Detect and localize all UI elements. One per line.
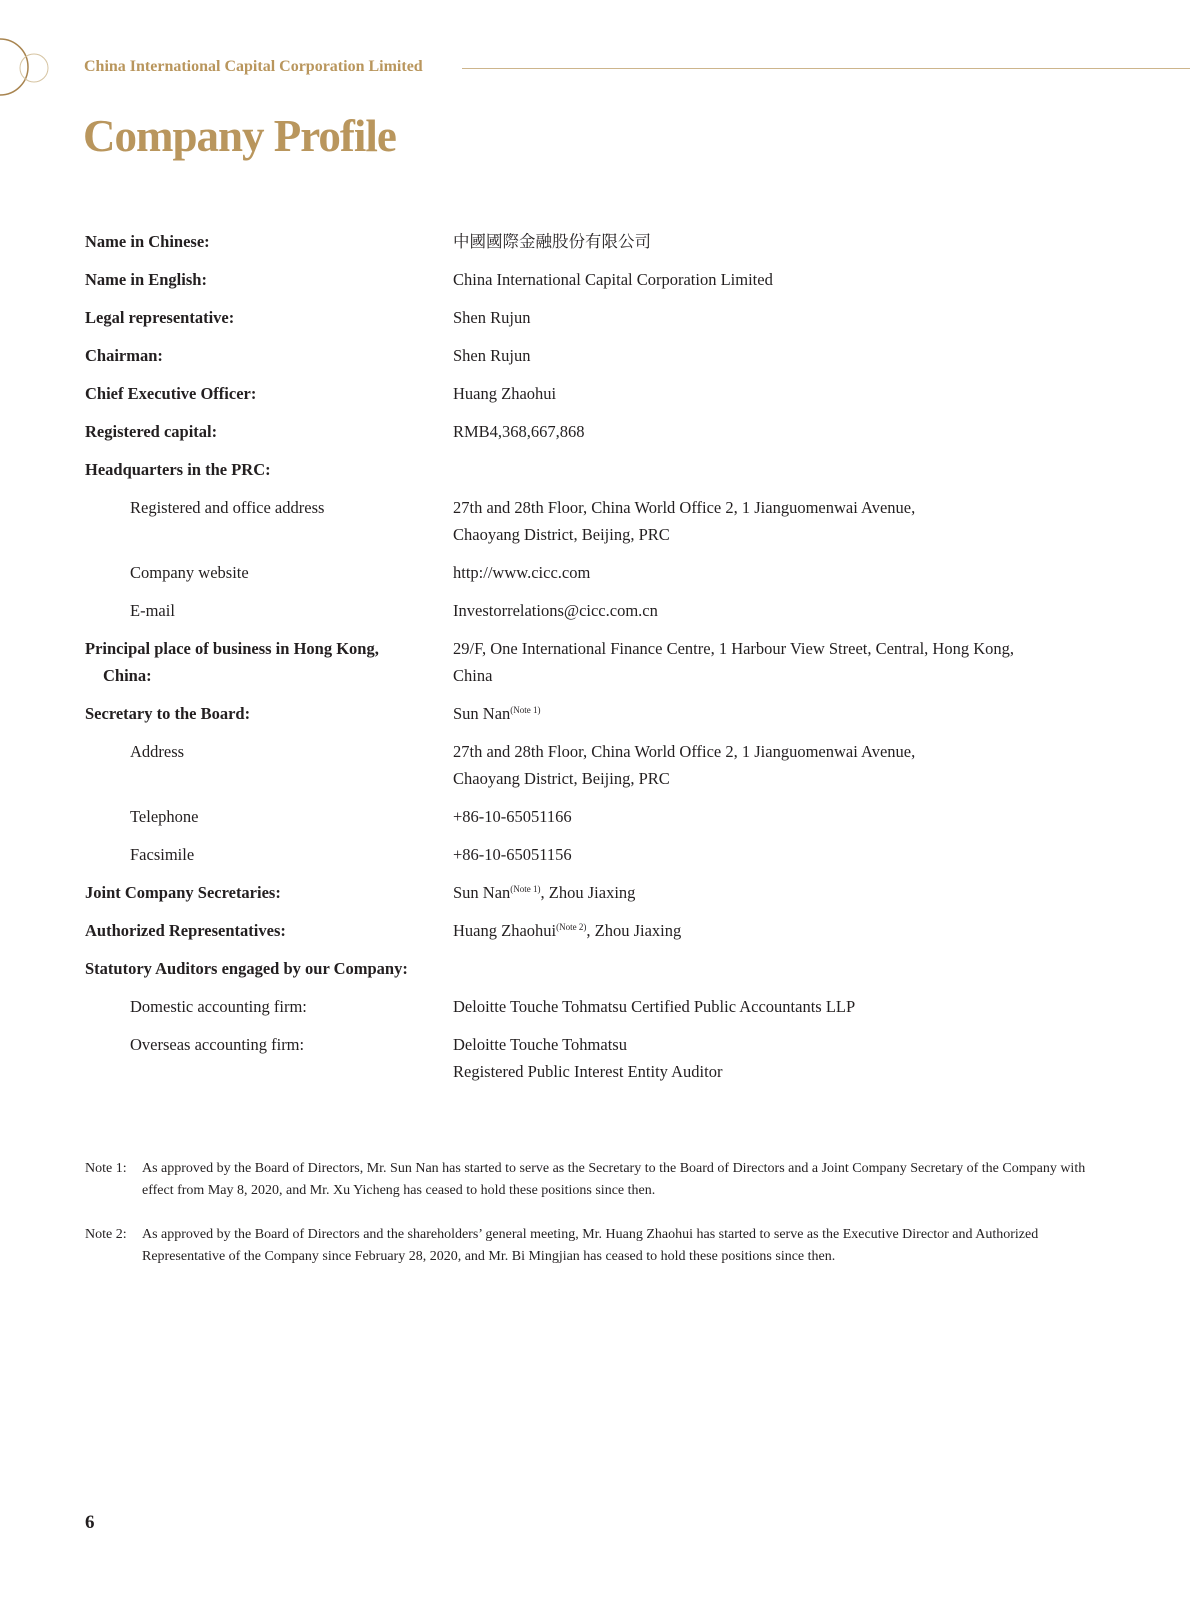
note-reference: (Note 2) bbox=[556, 922, 587, 932]
profile-row bbox=[85, 380, 1125, 418]
row-label bbox=[85, 955, 453, 982]
row-value bbox=[453, 1031, 1125, 1085]
profile-row bbox=[85, 917, 1125, 955]
label-text: Address bbox=[130, 742, 185, 761]
profile-row bbox=[85, 559, 1125, 597]
note-reference: (Note 1) bbox=[510, 884, 541, 894]
profile-row bbox=[85, 418, 1125, 456]
decorative-circles-icon bbox=[0, 0, 60, 110]
label-text: Statutory Auditors engaged by our Company: bbox=[85, 959, 408, 978]
footnotes bbox=[85, 1158, 1110, 1290]
profile-row bbox=[85, 342, 1125, 380]
row-value bbox=[453, 993, 1125, 1020]
value-text: Shen Rujun bbox=[453, 346, 531, 365]
profile-row bbox=[85, 993, 1125, 1031]
label-text: Company website bbox=[130, 563, 249, 582]
profile-row bbox=[85, 841, 1125, 879]
label-text: Domestic accounting firm: bbox=[130, 997, 307, 1016]
row-value bbox=[453, 456, 1125, 483]
footnote bbox=[85, 1158, 1110, 1202]
value-text: Sun Nan bbox=[453, 883, 511, 902]
row-label bbox=[85, 597, 453, 624]
row-label bbox=[85, 266, 453, 293]
row-value bbox=[453, 738, 1125, 792]
label-text: Chief Executive Officer: bbox=[85, 384, 257, 403]
profile-row bbox=[85, 955, 1125, 993]
value-text: Shen Rujun bbox=[453, 308, 531, 327]
row-value bbox=[453, 228, 1125, 255]
value-text: Investorrelations@cicc.com.cn bbox=[453, 601, 658, 620]
value-text: http://www.cicc.com bbox=[453, 563, 591, 582]
label-text: E-mail bbox=[130, 601, 175, 620]
footnote bbox=[85, 1224, 1110, 1268]
label-text: Secretary to the Board: bbox=[85, 704, 251, 723]
value-text: 中國國際金融股份有限公司 bbox=[453, 232, 651, 251]
label-text: Headquarters in the PRC: bbox=[85, 460, 271, 479]
value-text: 27th and 28th Floor, China World Office 2, 1 Jianguomenwai Avenue, bbox=[453, 498, 916, 517]
label-text: Overseas accounting firm: bbox=[130, 1035, 305, 1054]
profile-row bbox=[85, 597, 1125, 635]
label-text: Authorized Representatives: bbox=[85, 921, 286, 940]
profile-row bbox=[85, 635, 1125, 700]
row-value bbox=[453, 879, 1125, 906]
row-value bbox=[453, 803, 1125, 830]
row-label bbox=[85, 304, 453, 331]
row-label bbox=[85, 380, 453, 407]
row-value bbox=[453, 700, 1125, 727]
row-label bbox=[85, 879, 453, 906]
value-text: Huang Zhaohui bbox=[453, 921, 557, 940]
value-text: RMB4,368,667,868 bbox=[453, 422, 585, 441]
row-value bbox=[453, 266, 1125, 293]
profile-row bbox=[85, 1031, 1125, 1096]
value-text-line2: Chaoyang District, Beijing, PRC bbox=[453, 525, 670, 544]
page-number: 6 bbox=[85, 1512, 95, 1533]
row-label bbox=[85, 803, 453, 830]
row-label bbox=[85, 342, 453, 369]
value-text: Sun Nan bbox=[453, 704, 511, 723]
value-text-line2: Chaoyang District, Beijing, PRC bbox=[453, 769, 670, 788]
label-text: Telephone bbox=[130, 807, 199, 826]
value-text-line2: Registered Public Interest Entity Auditor bbox=[453, 1062, 723, 1081]
profile-row bbox=[85, 456, 1125, 494]
value-text: +86-10-65051156 bbox=[453, 845, 572, 864]
row-value bbox=[453, 917, 1125, 944]
profile-table bbox=[85, 228, 1125, 1096]
row-label bbox=[85, 494, 453, 548]
value-text: +86-10-65051166 bbox=[453, 807, 572, 826]
profile-row bbox=[85, 304, 1125, 342]
row-label bbox=[85, 228, 453, 255]
row-value bbox=[453, 955, 1125, 982]
value-text: 29/F, One International Finance Centre, 1 Harbour View Street, Central, Hong Kong, bbox=[453, 639, 1014, 658]
footnote-label: Note 2: bbox=[85, 1227, 127, 1242]
row-value bbox=[453, 304, 1125, 331]
row-value bbox=[453, 597, 1125, 624]
label-text: Chairman: bbox=[85, 346, 163, 365]
label-text: Name in English: bbox=[85, 270, 207, 289]
profile-row bbox=[85, 879, 1125, 917]
note-reference: (Note 1) bbox=[510, 705, 541, 715]
label-text: Legal representative: bbox=[85, 308, 235, 327]
label-text: Principal place of business in Hong Kong, bbox=[85, 639, 379, 658]
page-title: Company Profile bbox=[83, 111, 396, 161]
value-text: China International Capital Corporation Limited bbox=[453, 270, 773, 289]
row-value bbox=[453, 559, 1125, 586]
row-value bbox=[453, 635, 1125, 689]
value-text-line2: China bbox=[453, 666, 493, 685]
row-label bbox=[85, 559, 453, 586]
value-text: 27th and 28th Floor, China World Office 2, 1 Jianguomenwai Avenue, bbox=[453, 742, 916, 761]
footnote-text: As approved by the Board of Directors and the shareholders’ general meeting, Mr. Huang Zhaohui has started to serve as the Executive Director and Authorized Representative of the Company since February 28, 2020, and Mr. Bi Mingjian has ceased to hold these positions since then. bbox=[142, 1227, 1039, 1264]
header-rule bbox=[462, 68, 1190, 69]
row-value bbox=[453, 342, 1125, 369]
value-text: Deloitte Touche Tohmatsu Certified Public Accountants LLP bbox=[453, 997, 856, 1016]
label-text: Name in Chinese: bbox=[85, 232, 210, 251]
footnote-text: As approved by the Board of Directors, Mr. Sun Nan has started to serve as the Secretary to the Board of Directors and a Joint Company Secretary of the Company with effect from May 8, 2020, and Mr. Xu Yicheng has ceased to hold these positions since then. bbox=[142, 1161, 1086, 1198]
footnote-label: Note 1: bbox=[85, 1161, 127, 1176]
profile-row bbox=[85, 803, 1125, 841]
profile-row bbox=[85, 228, 1125, 266]
value-text: Huang Zhaohui bbox=[453, 384, 557, 403]
row-label bbox=[85, 700, 453, 727]
profile-row bbox=[85, 266, 1125, 304]
row-label bbox=[85, 738, 453, 792]
label-text: Facsimile bbox=[130, 845, 195, 864]
profile-row bbox=[85, 738, 1125, 803]
row-value bbox=[453, 380, 1125, 407]
row-label bbox=[85, 993, 453, 1020]
row-label bbox=[85, 1031, 453, 1085]
row-label bbox=[85, 635, 453, 689]
label-text-line2: China: bbox=[103, 666, 152, 685]
running-header: China International Capital Corporation Limited bbox=[84, 58, 423, 75]
label-text: Registered and office address bbox=[130, 498, 325, 517]
value-text: Deloitte Touche Tohmatsu bbox=[453, 1035, 627, 1054]
value-text-after: , Zhou Jiaxing bbox=[586, 921, 682, 940]
row-label bbox=[85, 418, 453, 445]
value-text-after: , Zhou Jiaxing bbox=[540, 883, 636, 902]
row-label bbox=[85, 841, 453, 868]
row-value bbox=[453, 418, 1125, 445]
label-text: Joint Company Secretaries: bbox=[85, 883, 281, 902]
profile-row bbox=[85, 700, 1125, 738]
label-text: Registered capital: bbox=[85, 422, 218, 441]
profile-row bbox=[85, 494, 1125, 559]
row-value bbox=[453, 841, 1125, 868]
row-label bbox=[85, 456, 453, 483]
row-value bbox=[453, 494, 1125, 548]
row-label bbox=[85, 917, 453, 944]
